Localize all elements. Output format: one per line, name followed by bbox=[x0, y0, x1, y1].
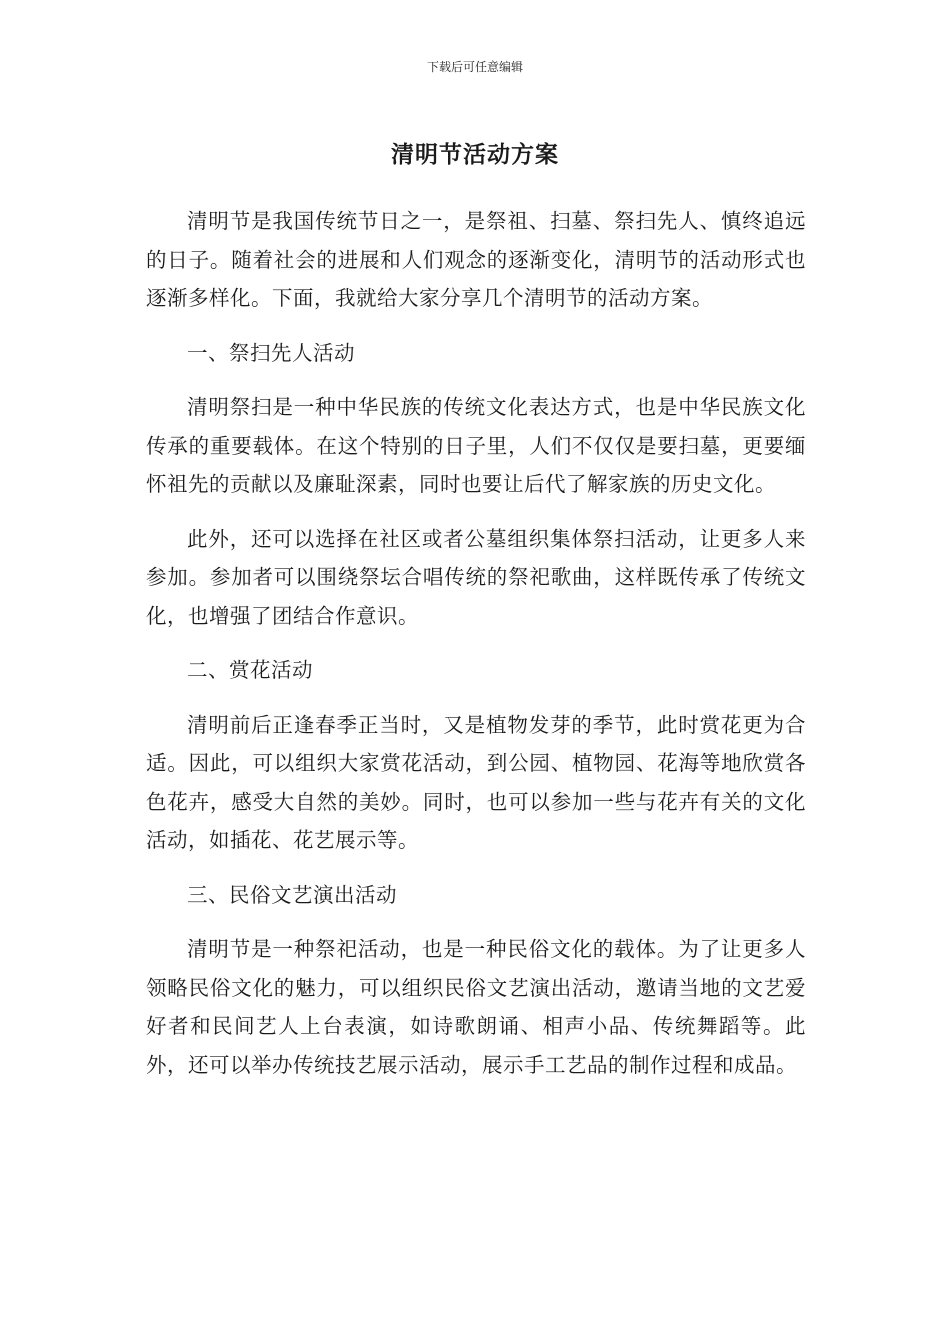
document-title: 清明节活动方案 bbox=[391, 142, 559, 168]
paragraph-1a: 清明祭扫是一种中华民族的传统文化表达方式，也是中华民族文化传承的重要载体。在这个特别的日子里，人们不仅仅是要扫墓，更要缅怀祖先的贡献以及廉耻深素，同时也要让后代了解家族的历史文化。 bbox=[146, 395, 806, 496]
paragraph-2: 清明前后正逢春季正当时，又是植物发芽的季节，此时赏花更为合适。因此，可以组织大家赏花活动，到公园、植物园、花海等地欣赏各色花卉，感受大自然的美妙。同时，也可以参加一些与花卉有关的文化活动，如插花、花艺展示等。 bbox=[146, 712, 806, 852]
document-body bbox=[146, 202, 806, 1100]
section-heading-3: 三、民俗文艺演出活动 bbox=[187, 882, 397, 907]
paragraph-intro: 清明节是我国传统节日之一，是祭祖、扫墓、祭扫先人、慎终追远的日子。随着社会的进展和人们观念的逐渐变化，清明节的活动形式也逐渐多样化。下面，我就给大家分享几个清明节的活动方案。 bbox=[146, 209, 806, 310]
paragraph-1b: 此外，还可以选择在社区或者公墓组织集体祭扫活动，让更多人来参加。参加者可以围绕祭坛合唱传统的祭祀歌曲，这样既传承了传统文化，也增强了团结合作意识。 bbox=[146, 526, 806, 628]
header-note: 下载后可任意编辑 bbox=[426, 60, 523, 74]
section-heading-1: 一、祭扫先人活动 bbox=[187, 340, 355, 365]
paragraph-3: 清明节是一种祭祀活动，也是一种民俗文化的载体。为了让更多人领略民俗文化的魅力，可以组织民俗文艺演出活动，邀请当地的文艺爱好者和民间艺人上台表演，如诗歌朗诵、相声小品、传统舞蹈等。此外，还可以举办传统技艺展示活动，展示手工艺品的制作过程和成品。 bbox=[146, 937, 806, 1077]
section-heading-2: 二、赏花活动 bbox=[187, 658, 313, 682]
